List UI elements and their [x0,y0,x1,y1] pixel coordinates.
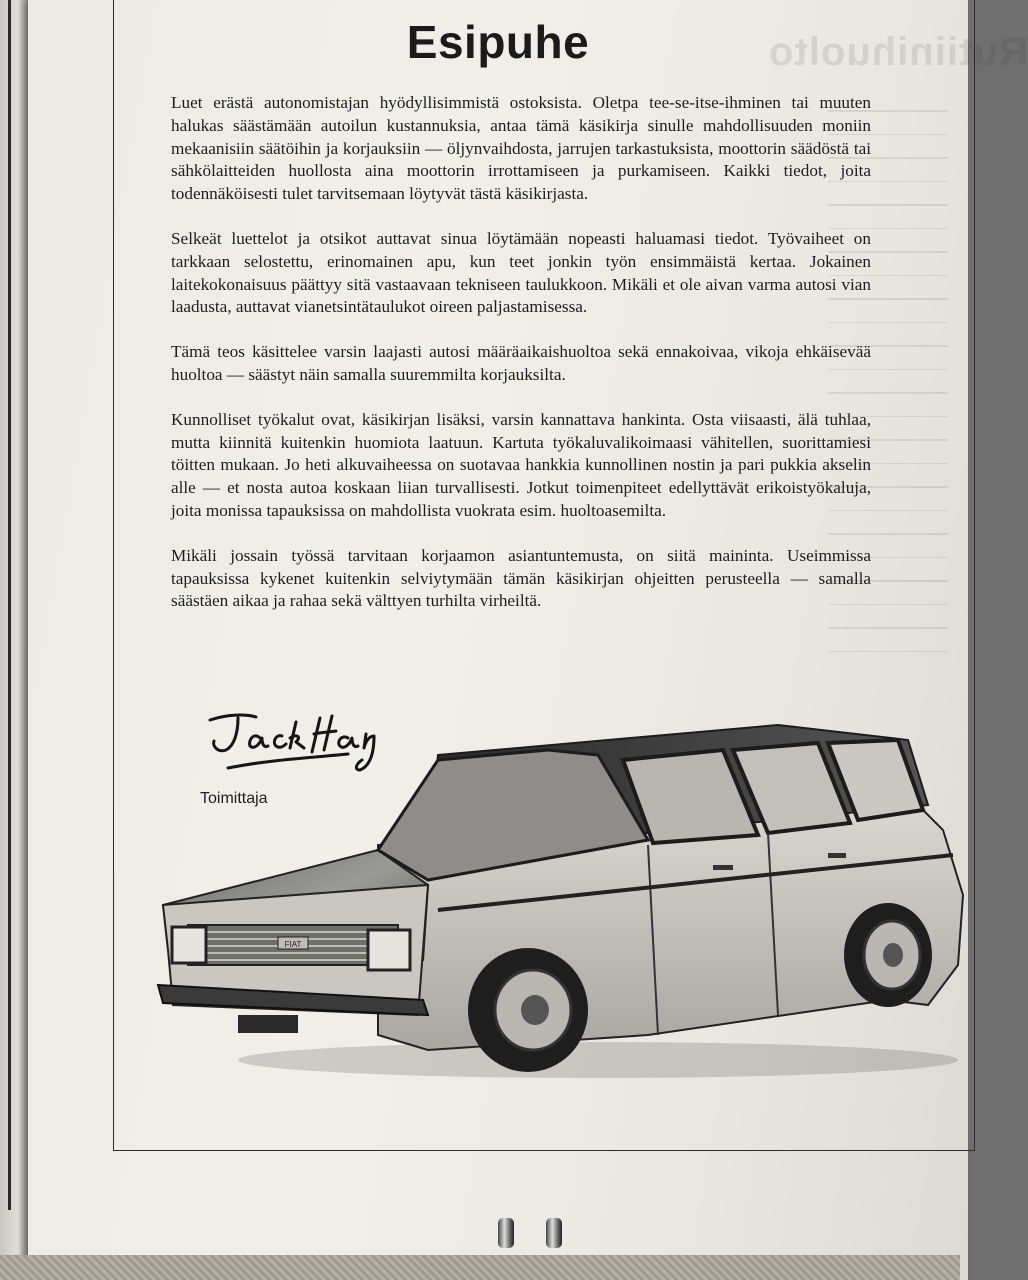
rear-wheel [844,903,932,1007]
paragraph-2: Selkeät luettelot ja otsikot auttavat sinua löytämään nopeasti haluamasi tiedot. Työvaiheet on tarkkaan selostettu, erinomainen apu, kun teet jonkin työn ensimmäistä kertaa. Jokainen laitekokonaisuus päättyy sitä vastaavaan tekniseen taulukkoon. Mikäli et ole aivan varma autosi vian laadusta, auttavat vianetsintätaulukot oireen paljastamisessa. [171,228,871,317]
adjacent-page-edge [0,0,30,1280]
car-badge: FIAT [284,940,302,949]
binding-ring [546,1218,562,1248]
front-wheel [468,948,588,1072]
page-title: Esipuhe [406,16,590,68]
paragraph-3: Tämä teos käsittelee varsin laajasti autosi määräaikaishuoltoa sekä ennakoivaa, vikoja ehkäisevää huoltoa — säästyt näin samalla suuremmilta korjauksilta. [171,342,871,384]
document-page [28,0,1028,1280]
bleed-through-text: Rutiinihuolto [768,30,1028,74]
paragraph-5: Mikäli jossain työssä tarvitaan korjaamon asiantuntemusta, on siitä maininta. Useimmissa tapauksissa kykenet kuitenkin selviytymään tämän käsikirjan ohjeitten perusteella — samalla säästäen aikaa ja rahaa sekä välttyen turhilta virheiltä. [171,545,871,611]
background-fabric [0,1255,960,1280]
adjacent-page-border [8,0,11,1210]
paragraph-4: Kunnolliset työkalut ovat, käsikirjan lisäksi, varsin kannattava hankinta. Osta viisaasti, älä tuhlaa, mutta kiinnitä kuitenkin huomiota laatuun. Kartuta työkaluvalikoimaasi vähitellen, suorittamiesi töitten mukaan. Jo heti alkuvaiheessa on suotavaa hankkia kunnollinen nostin ja pari pukkia akselin alle — et nosta autoa koskaan liian turvallisesti. Jotkut toimenpiteet edellyttävät erikoistyökaluja, joita monissa tapauksissa on mahdollista vuokrata esim. huoltoasemilta. [171,409,871,520]
foreword-body [171,92,871,635]
binding-ring [498,1218,514,1248]
paragraph-1: Luet erästä autonomistajan hyödyllisimmistä ostoksista. Oletpa tee-se-itse-ihminen tai muuten halukas säästämään autoilun kustannuksia, antaa tämä käsikirja sinulle mahdollisuuden moniin mekaanisiin säätöihin ja korjauksiin — öljynvaihdosta, jarrujen tarkastuksista, moottorin säädöstä tai sähkölaitteiden huollosta aina moottorin irrottamiseen ja purkamiseen. Kaikki tiedot, joita todennäköisesti tulet tarvitsemaan löytyvät tästä käsikirjasta. [171,93,871,204]
car-illustration-icon [128,715,968,1085]
signer-title: Toimittaja [200,790,268,807]
